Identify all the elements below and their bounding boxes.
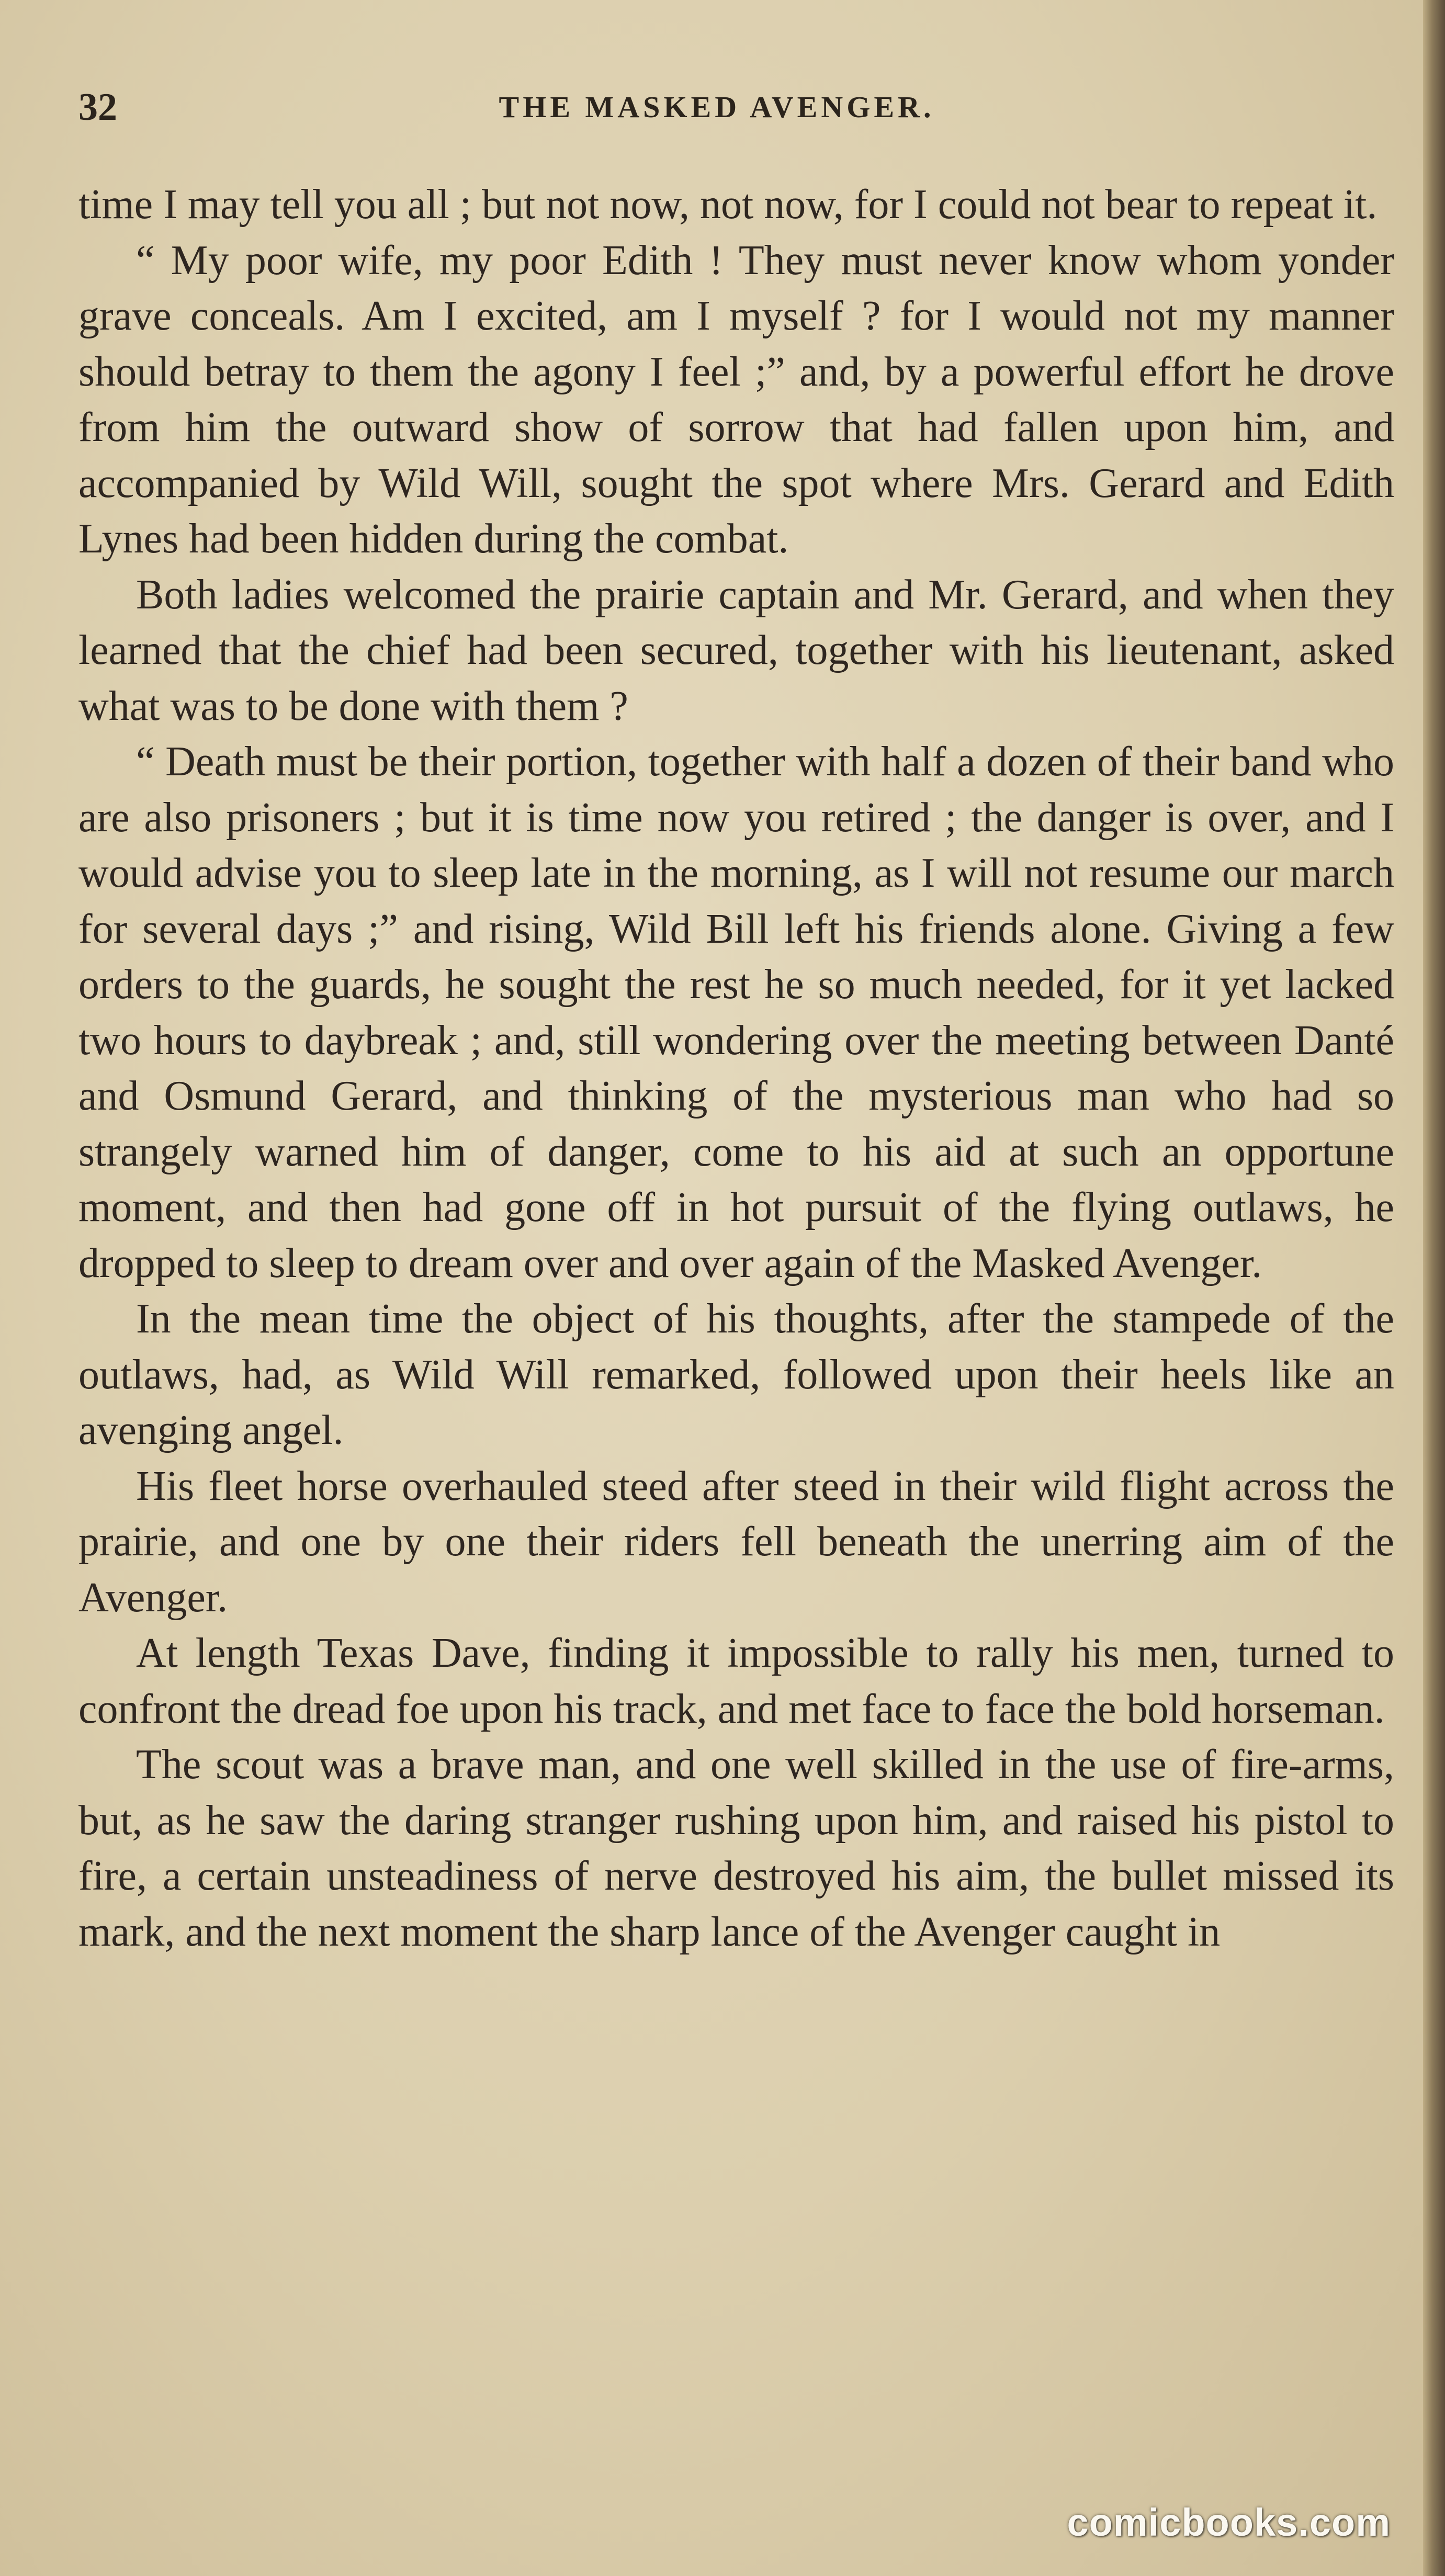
paragraph-3: Both ladies welcomed the prairie captain and Mr. Gerard, and when they learned that the chief had been secured, together with his lieutenant, asked what was to be done with them ? [78,571,1394,729]
watermark: comicbooks.com [1067,2501,1391,2544]
paragraph-6: His fleet horse overhauled steed after steed in their wild flight across the prairie, and one by one their riders fell beneath the unerring aim of the Avenger. [78,1463,1394,1621]
paragraph-8: The scout was a brave man, and one well skilled in the use of fire-arms, but, as he saw the daring stranger rushing upon him, and raised his pistol to fire, a certain unsteadiness of nerve destroyed his aim, the bullet missed its mark, and the next moment the sharp lance of the Avenger caught in [78,1742,1394,1955]
paragraph-7: At length Texas Dave, finding it impossible to rally his men, turned to confront the dread foe upon his track, and met face to face the bold horseman. [78,1630,1394,1732]
paragraph-4: “ Death must be their portion, together with half a dozen of their band who are also prisoners ; but it is time now you retired ; the danger is over, and I would advise you to sleep late in the morning, as I will not resume our march for several days ;” and rising, Wild Bill left his friends alone. Giving a few orders to the guards, he sought the rest he so much needed, for it yet lacked two hours to daybreak ; and, still wondering over the meeting between Danté and Osmund Gerard, and thinking of the mysterious man who had so strangely warned him of danger, come to his aid at such an opportune moment, and then had gone off in hot pursuit of the flying outlaws, he dropped to sleep to dream over and over again of the Masked Avenger. [78,739,1394,1286]
page-header [78,78,1355,136]
body-text [78,177,1394,1960]
book-spine-edge [1423,0,1445,2576]
paragraph-1: time I may tell you all ; but not now, not now, for I could not bear to repeat it. [78,182,1378,228]
paragraph-5: In the mean time the object of his thoughts, after the stampede of the outlaws, had, as Wild Will remarked, followed upon their heels like an avenging angel. [78,1296,1394,1453]
running-title: THE MASKED AVENGER. [499,90,935,124]
page-number: 32 [78,86,117,129]
paragraph-2: “ My poor wife, my poor Edith ! They must never know whom yonder grave conceals. Am I excited, am I myself ? for I would not my manner should betray to them the agony I feel ;” and, by a powerful effort he drove from him the outward show of sorrow that had fallen upon him, and accompanied by Wild Will, sought the spot where Mrs. Gerard and Edith Lynes had been hidden during the combat. [78,237,1394,562]
